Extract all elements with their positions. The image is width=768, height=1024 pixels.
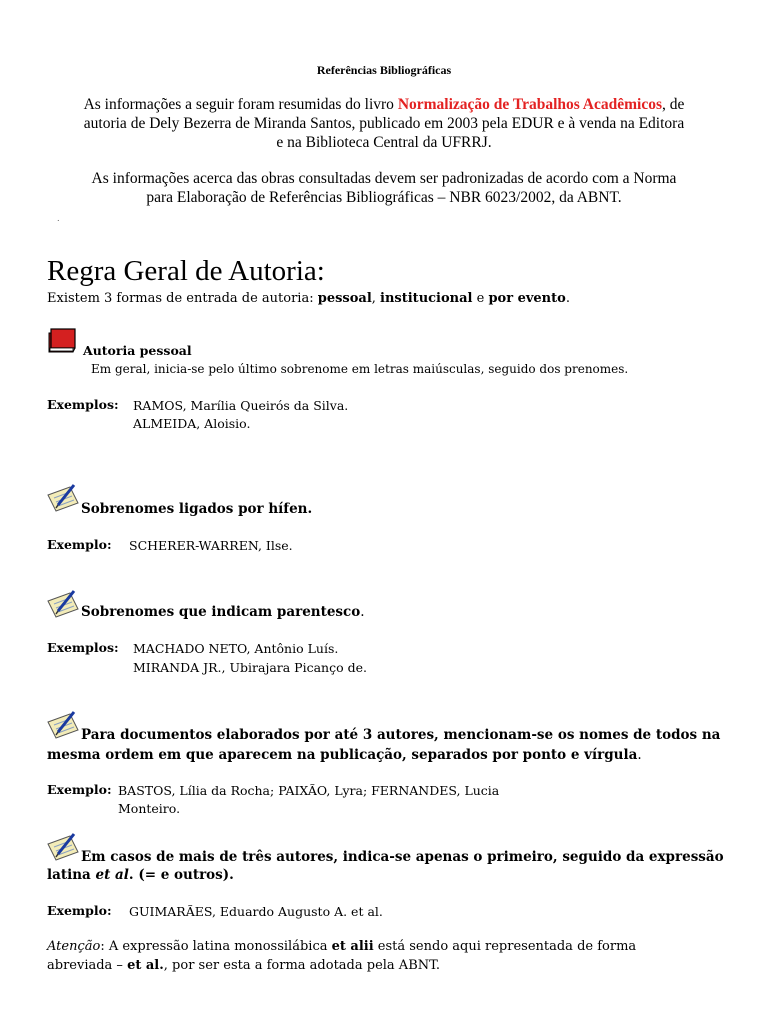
attention-line-1: Atenção: A expressão latina monossilábica et alii está sendo aqui representada de forma [47, 939, 637, 954]
red-book-icon [47, 327, 75, 353]
example-label: Exemplo: [47, 782, 112, 797]
example-line: MACHADO NETO, Antônio Luís. [133, 641, 339, 656]
attention-note [47, 937, 707, 975]
attention-line-2: abreviada – et al., por ser esta a forma adotada pela ABNT. [47, 958, 441, 973]
example-line: GUIMARÃES, Eduardo Augusto A. et al. [129, 904, 383, 919]
attention-label: Atenção [47, 939, 101, 954]
pencil-notepad-icon [46, 710, 78, 738]
section-title-mais-autores-line2: latina et al. (= e outros). [47, 867, 234, 883]
example-line: ALMEIDA, Aloisio. [133, 416, 251, 431]
intro-paragraph-2 [0, 169, 768, 207]
section-title-autoria-pessoal: Autoria pessoal [83, 343, 192, 358]
example-line: RAMOS, Marília Queirós da Silva. [133, 398, 349, 413]
example-line: MIRANDA JR., Ubirajara Picanço de. [133, 660, 367, 675]
intro-paragraph-1 [0, 95, 768, 152]
section-title-hifen: Sobrenomes ligados por hífen. [81, 501, 313, 517]
example-line: BASTOS, Lília da Rocha; PAIXÃO, Lyra; FERNANDES, Lucia [118, 783, 500, 798]
examples-label: Exemplos: [47, 640, 119, 655]
example-label: Exemplo: [47, 537, 112, 552]
examples-label: Exemplos: [47, 397, 119, 412]
stray-dot: . [57, 214, 60, 223]
intro-p1-line2: autoria de Dely Bezerra de Miranda Santos, publicado em 2003 pela EDUR e à venda na Editora [83, 115, 685, 132]
book-title-highlight: Normalização de Trabalhos Acadêmicos [397, 96, 663, 113]
section-title-tres-autores-line2: mesma ordem em que aparecem na publicação, separados por ponto e vírgula. [47, 747, 642, 763]
example-line: Monteiro. [118, 801, 181, 816]
document-title: Referências Bibliográficas [316, 63, 452, 77]
autoria-pessoal-description: Em geral, inicia-se pelo último sobrenome em letras maiúsculas, seguido dos prenomes. [91, 362, 629, 376]
pencil-notepad-icon [46, 589, 78, 617]
section-title-parentesco: Sobrenomes que indicam parentesco. [81, 604, 365, 620]
example-label: Exemplo: [47, 903, 112, 918]
section-title-tres-autores-line1: Para documentos elaborados por até 3 autores, mencionam-se os nomes de todos na [81, 727, 721, 743]
pencil-notepad-icon [46, 832, 78, 860]
section-title-mais-autores-line1: Em casos de mais de três autores, indica-se apenas o primeiro, seguido da expressão [81, 849, 724, 865]
pencil-notepad-icon [46, 483, 78, 511]
intro-p1-line1: As informações a seguir foram resumidas do livro Normalização de Trabalhos Acadêmicos, de [83, 96, 685, 113]
intro-p1-line3: e na Biblioteca Central da UFRRJ. [276, 134, 492, 151]
intro-p2-line1: As informações acerca das obras consultadas devem ser padronizadas de acordo com a Norma [91, 170, 677, 187]
main-heading: Regra Geral de Autoria: [47, 255, 325, 287]
authorship-forms-subtitle: Existem 3 formas de entrada de autoria: pessoal, institucional e por evento. [47, 291, 570, 306]
intro-p2-line2: para Elaboração de Referências Bibliográficas – NBR 6023/2002, da ABNT. [146, 189, 622, 206]
example-line: SCHERER-WARREN, Ilse. [129, 538, 293, 553]
